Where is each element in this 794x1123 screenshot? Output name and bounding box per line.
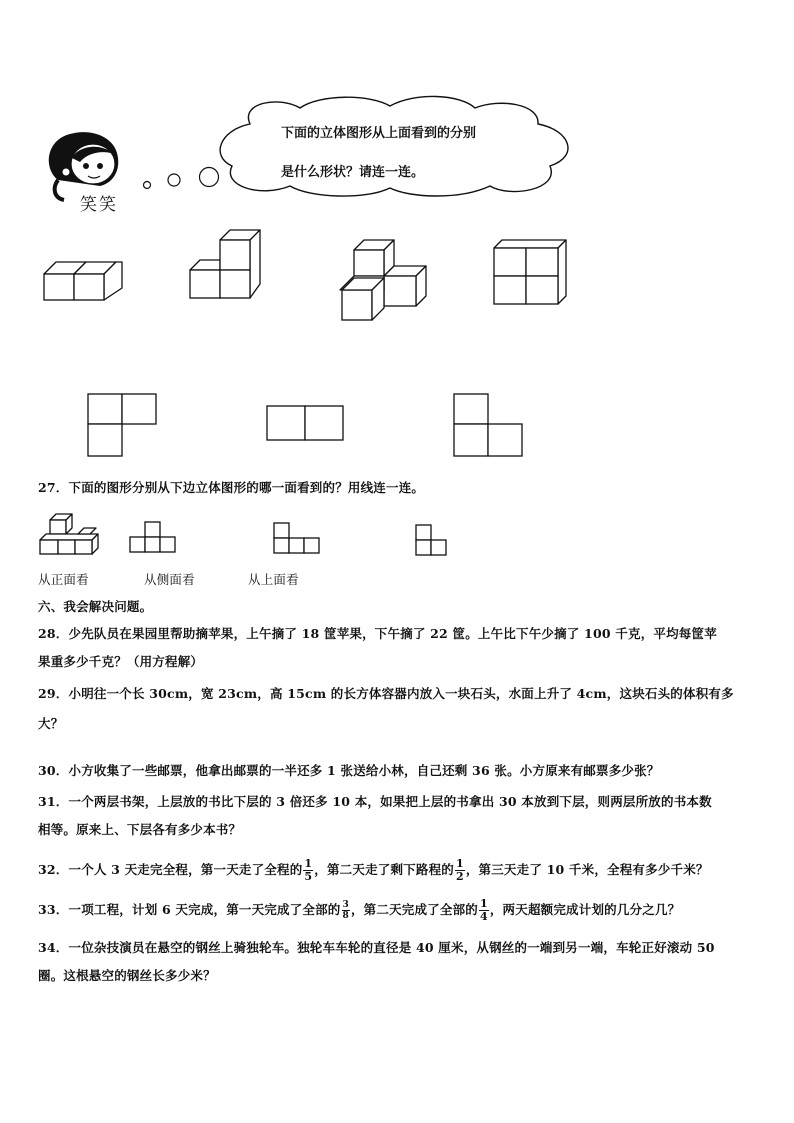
q33-frac1-num: 3 <box>342 899 349 910</box>
solid-figure-1 <box>42 244 132 304</box>
q33-part-1: 33．一项工程，计划 6 天完成，第一天完成了全部的 <box>38 902 341 917</box>
section-6-title: 六、我会解决问题。 <box>38 599 153 614</box>
q31-line-1: 31．一个两层书架，上层放的书比下层的 3 倍还多 10 本，如果把上层的书拿出 30 本放到下层，则两层所放的书本数 <box>38 794 712 809</box>
view-label-top: 从上面看 <box>248 572 299 587</box>
q28-line-2: 果重多少千克？（用方程解） <box>38 654 204 669</box>
q32-frac2-num: 1 <box>455 856 464 870</box>
q32-frac1-den: 5 <box>304 869 313 883</box>
q33-fraction-2 <box>479 898 489 923</box>
q32-part-3: ，第三天走了 10 千米，全程有多少千米？ <box>465 862 709 877</box>
q27-view-shape-1 <box>128 520 178 554</box>
q34-line-1: 34．一位杂技演员在悬空的钢丝上骑独轮车。独轮车车轮的直径是 40 厘米，从钢丝的一端到另一端，车轮正好滚动 50 <box>38 940 715 955</box>
q33-frac2-den: 4 <box>479 909 488 923</box>
q33-frac2-num: 1 <box>479 896 488 910</box>
solid-figure-3 <box>338 238 430 324</box>
top-view-shape-3 <box>452 392 526 458</box>
q32-part-2: ，第二天走了剩下路程的 <box>314 862 454 877</box>
q30-line-1: 30．小方收集了一些邮票，他拿出邮票的一半还多 1 张送给小林，自己还剩 36 张。小方原来有邮票多少张？ <box>38 763 660 778</box>
q32-part-1: 32．一个人 3 天走完全程，第一天走了全程的 <box>38 862 303 877</box>
q33-part-2: ，第二天完成了全部的 <box>350 902 478 917</box>
top-view-shape-2 <box>265 404 347 444</box>
top-view-shape-1 <box>86 392 158 458</box>
character-label: 笑笑 <box>80 195 118 215</box>
view-label-side: 从侧面看 <box>144 572 195 587</box>
q33-fraction-1 <box>342 900 350 921</box>
bubble-line-2: 是什么形状？请连一连。 <box>281 165 425 180</box>
q27-view-shape-3 <box>414 523 450 557</box>
q32-frac1-num: 1 <box>304 856 313 870</box>
bubble-line-1: 下面的立体图形从上面看到的分别 <box>281 126 477 141</box>
solid-figure-2 <box>188 226 268 302</box>
view-label-front: 从正面看 <box>38 572 89 587</box>
q33-part-3: ，两天超额完成计划的几分之几？ <box>489 902 681 917</box>
q28-line-1: 28．少先队员在果园里帮助摘苹果，上午摘了 18 筐苹果，下午摘了 22 筐。上午比下午少摘了 100 千克，平均每筐苹 <box>38 626 717 641</box>
q32-fraction-2 <box>455 858 465 883</box>
q33-frac1-den: 8 <box>342 910 349 921</box>
q32-line <box>38 852 709 888</box>
thought-bubble-icon <box>140 94 585 199</box>
q27-text: 27．下面的图形分别从下边立体图形的哪一面看到的？用线连一连。 <box>38 480 425 495</box>
q31-line-2: 相等。原来上、下层各有多少本书？ <box>38 822 242 837</box>
solid-figure-4 <box>490 238 570 308</box>
q27-solid-figure <box>38 512 102 556</box>
q29-line-2: 大？ <box>38 716 64 731</box>
q27-view-shape-2 <box>272 521 322 555</box>
q32-fraction-1 <box>303 858 313 883</box>
q33-line <box>38 893 680 927</box>
q34-line-2: 圈。这根悬空的钢丝长多少米？ <box>38 968 216 983</box>
q32-frac2-den: 2 <box>455 869 464 883</box>
q29-line-1: 29．小明往一个长 30cm，宽 23cm，高 15cm 的长方体容器内放入一块石头，水面上升了 4cm，这块石头的体积有多 <box>38 686 734 701</box>
